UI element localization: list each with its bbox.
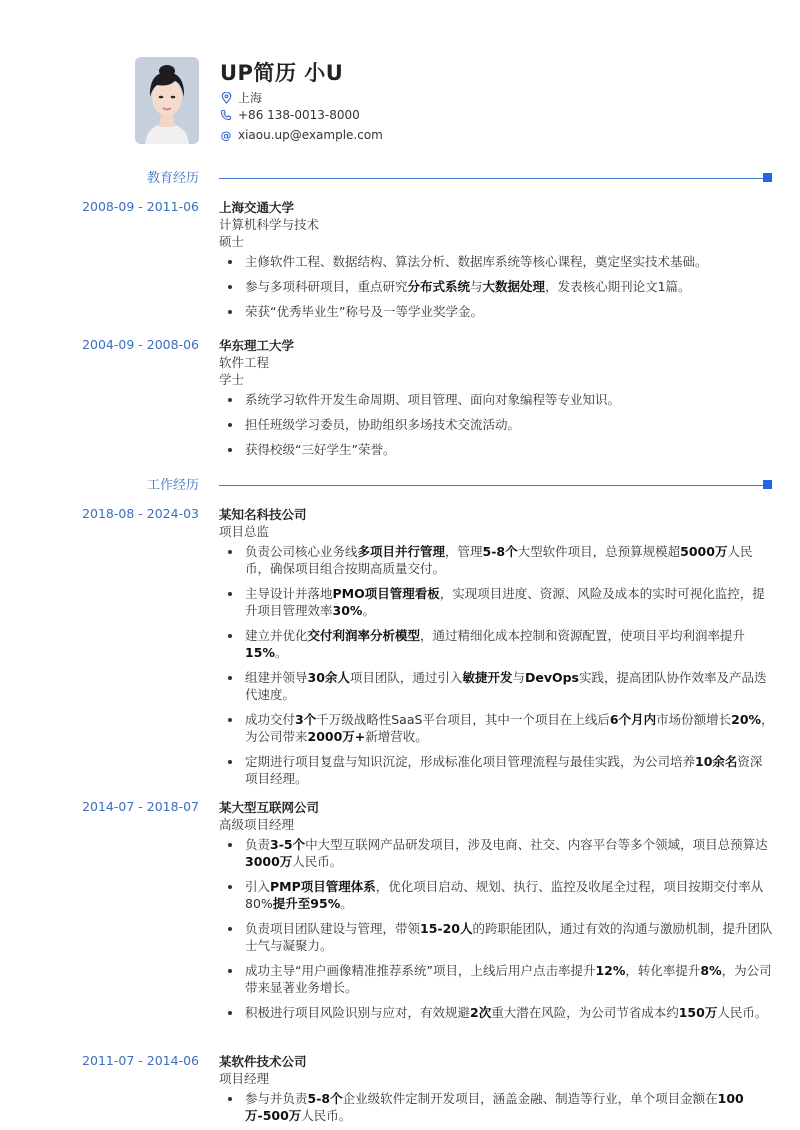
job-title: 高级项目经理 — [219, 817, 295, 832]
highlight-text: 3000万 — [245, 854, 293, 869]
highlight-text: 6个月内 — [609, 712, 657, 727]
location-pin-icon — [220, 92, 232, 104]
section-title: 工作经历 — [146, 478, 199, 493]
highlight-text: 3-5个 — [270, 837, 306, 852]
bullet-item: 主导设计并落地PMO项目管理看板，实现项目进度、资源、风险及成本的实时可视化监控，提升项目管理效率30%。 — [219, 585, 774, 619]
highlight-text: 大数据处理 — [482, 279, 546, 294]
bullet-item: 组建并领导30余人项目团队，通过引入敏捷开发与DevOps实践，提高团队协作效率及产品迭代速度。 — [219, 669, 774, 703]
highlight-text: 30余人 — [307, 670, 350, 685]
bullet-item: 成功交付3个千万级战略性SaaS平台项目，其中一个项目在上线后6个月内市场份额增长20%，为公司带来2000万+新增营收。 — [219, 711, 774, 745]
highlight-text: 150万 — [678, 1005, 718, 1020]
highlight-text: 10余名 — [695, 754, 738, 769]
section-accent-square — [763, 173, 772, 182]
school-name: 华东理工大学 — [219, 338, 295, 353]
bullet-item: 担任班级学习委员，协助组织多场技术交流活动。 — [219, 416, 774, 433]
highlight-text: 敏捷开发 — [462, 670, 513, 685]
highlight-text: 5-8个 — [482, 544, 518, 559]
contact-phone — [220, 108, 360, 122]
highlight-text: 多项目并行管理 — [357, 544, 446, 559]
highlight-text: 分布式系统 — [407, 279, 471, 294]
highlight-text: 30% — [332, 603, 363, 618]
job-title: 项目经理 — [219, 1071, 270, 1086]
highlight-text: 5-8个 — [307, 1091, 343, 1106]
bullet-item: 引入PMP项目管理体系，优化项目启动、规划、执行、监控及收尾全过程，项目按期交付率从80%提升至95%。 — [219, 878, 774, 912]
profile-photo — [135, 57, 199, 144]
bullet-list — [219, 543, 774, 787]
entry-date: 2004-09 - 2008-06 — [82, 337, 199, 352]
bullet-list — [219, 253, 774, 320]
highlight-text: 15% — [245, 645, 275, 660]
contact-email — [220, 128, 383, 142]
portrait-image-icon — [135, 57, 199, 144]
entry-date: 2018-08 - 2024-03 — [82, 506, 199, 521]
highlight-text: 100万-500万 — [245, 1091, 744, 1123]
bullet-item: 定期进行项目复盘与知识沉淀，形成标准化项目管理流程与最佳实践，为公司培养10余名资深项目经理。 — [219, 753, 774, 787]
at-sign-icon: @ — [220, 128, 232, 142]
contact-phone-text[interactable]: +86 138-0013-8000 — [238, 108, 360, 122]
bullet-item: 参与多项科研项目，重点研究分布式系统与大数据处理，发表核心期刊论文1篇。 — [219, 278, 774, 295]
resume-header — [135, 57, 735, 145]
bullet-item: 积极进行项目风险识别与应对，有效规避2次重大潜在风险，为公司节省成本约150万人民币。 — [219, 1004, 774, 1021]
highlight-text: 2次 — [470, 1005, 492, 1020]
section-accent-square — [763, 480, 772, 489]
highlight-text: PMP项目管理体系 — [270, 879, 376, 894]
candidate-name: UP简历 小U — [220, 61, 344, 85]
highlight-text: 交付利润率分析模型 — [307, 628, 421, 643]
highlight-text: 3个 — [295, 712, 317, 727]
company-name: 某大型互联网公司 — [219, 800, 320, 815]
school-name: 上海交通大学 — [219, 200, 295, 215]
job-title: 项目总监 — [219, 524, 270, 539]
phone-icon — [220, 109, 232, 121]
major: 计算机科学与技术 — [219, 217, 320, 232]
bullet-list — [219, 836, 774, 1021]
bullet-item: 建立并优化交付利润率分析模型，通过精细化成本控制和资源配置，使项目平均利润率提升15%。 — [219, 627, 774, 661]
bullet-item: 荣获“优秀毕业生”称号及一等学业奖学金。 — [219, 303, 774, 320]
highlight-text: 2000万+ — [307, 729, 366, 744]
major: 软件工程 — [219, 355, 270, 370]
highlight-text: 15-20人 — [420, 921, 473, 936]
contact-location — [220, 89, 262, 106]
section-heading-work — [0, 474, 800, 494]
company-name: 某知名科技公司 — [219, 507, 307, 522]
bullet-item: 系统学习软件开发生命周期、项目管理、面向对象编程等专业知识。 — [219, 391, 774, 408]
contact-email-text[interactable]: xiaou.up@example.com — [238, 128, 383, 142]
bullet-list — [219, 391, 774, 458]
section-divider — [219, 485, 763, 486]
bullet-item: 成功主导“用户画像精准推荐系统”项目，上线后用户点击率提升12%，转化率提升8%，为公司带来显著业务增长。 — [219, 962, 774, 996]
section-title: 教育经历 — [146, 171, 199, 186]
bullet-item: 负责公司核心业务线多项目并行管理，管理5-8个大型软件项目，总预算规模超5000万人民币，确保项目组合按期高质量交付。 — [219, 543, 774, 577]
section-heading-education — [0, 167, 800, 187]
highlight-text: PMO项目管理看板 — [332, 586, 440, 601]
highlight-text: 20% — [731, 712, 762, 727]
bullet-item: 主修软件工程、数据结构、算法分析、数据库系统等核心课程，奠定坚实技术基础。 — [219, 253, 774, 270]
bullet-item: 负责3-5个中大型互联网产品研发项目，涉及电商、社交、内容平台等多个领域，项目总预算达3000万人民币。 — [219, 836, 774, 870]
highlight-text: 5000万 — [680, 544, 728, 559]
company-name: 某软件技术公司 — [219, 1054, 307, 1069]
entry-date: 2011-07 - 2014-06 — [82, 1053, 199, 1068]
highlight-text: 提升至95% — [272, 896, 341, 911]
contact-location-text: 上海 — [238, 91, 263, 105]
highlight-text: 8% — [700, 963, 722, 978]
bullet-list — [219, 1090, 774, 1124]
bullet-item: 参与并负责5-8个企业级软件定制开发项目，涵盖金融、制造等行业，单个项目金额在100万-500万人民币。 — [219, 1090, 774, 1124]
bullet-item: 获得校级“三好学生”荣誉。 — [219, 441, 774, 458]
bullet-item: 负责项目团队建设与管理，带领15-20人的跨职能团队，通过有效的沟通与激励机制，提升团队士气与凝聚力。 — [219, 920, 774, 954]
entry-date: 2014-07 - 2018-07 — [82, 799, 199, 814]
degree: 硕士 — [219, 234, 245, 249]
highlight-text: DevOps — [524, 670, 579, 685]
section-divider — [219, 178, 763, 179]
highlight-text: 12% — [595, 963, 626, 978]
degree: 学士 — [219, 372, 245, 387]
entry-date: 2008-09 - 2011-06 — [82, 199, 199, 214]
